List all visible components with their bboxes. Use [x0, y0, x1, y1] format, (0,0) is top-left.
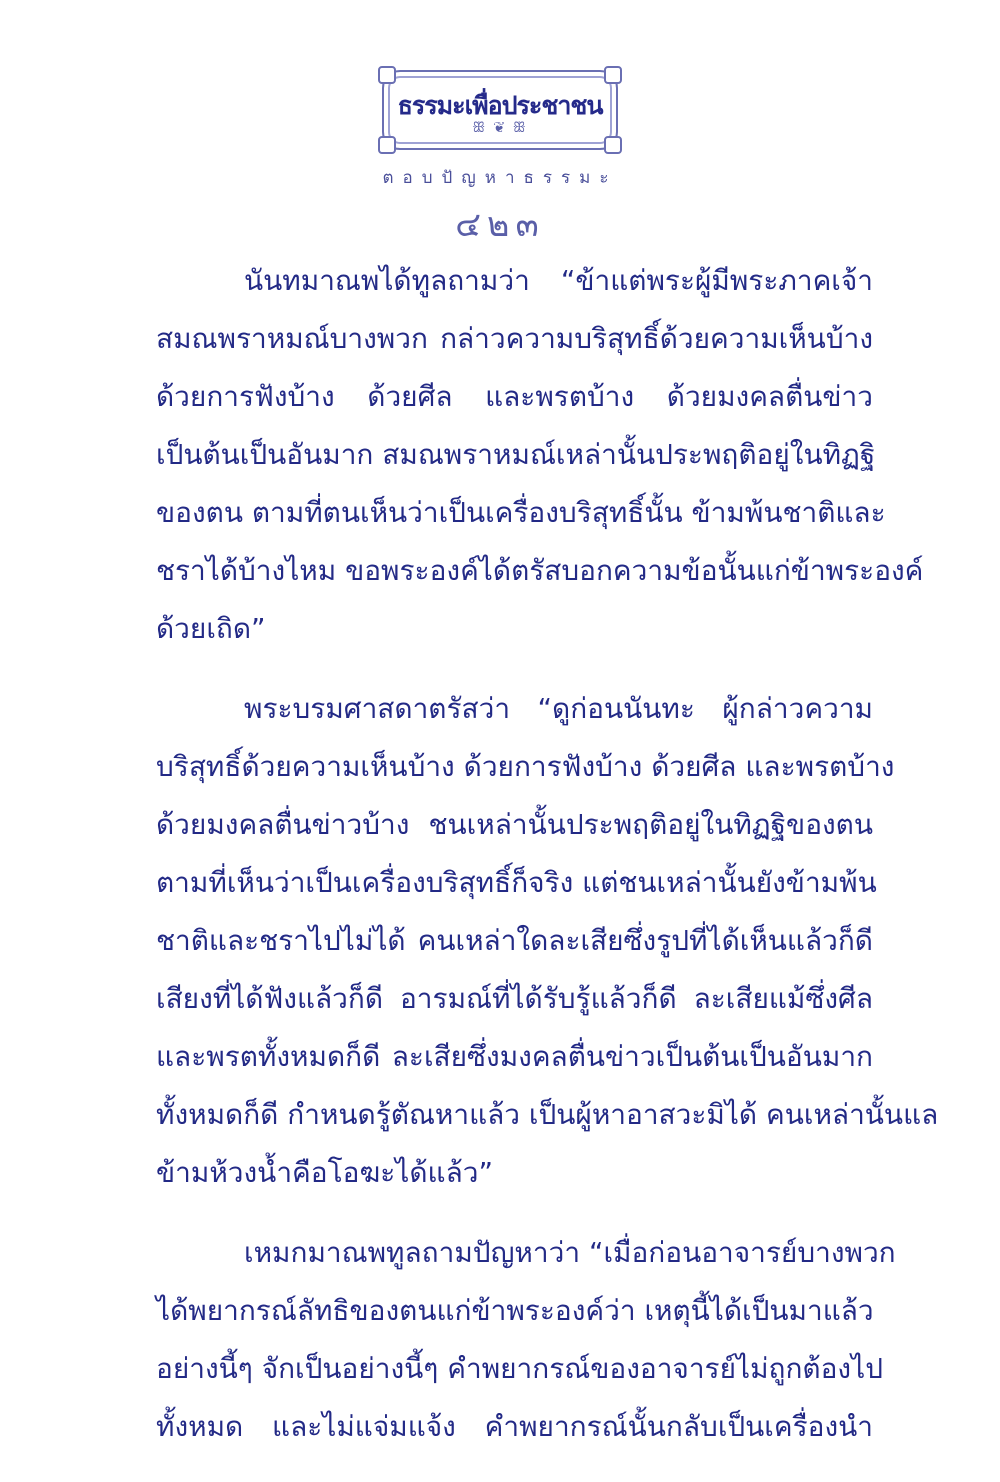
paragraph-hemaka-question — [156, 1228, 896, 1460]
text-line: สมณพราหมณ์บางพวก กล่าวความบริสุทธิ์ด้วยความเห็นบ้าง — [156, 322, 873, 355]
text-line: ด้วยเถิด” — [156, 612, 266, 645]
logo-corner — [378, 136, 396, 154]
text-line: เสียงที่ได้ฟังแล้วก็ดี อารมณ์ที่ได้รับรู้แล้วก็ดี ละเสียแม้ซึ่งศีล — [156, 982, 873, 1015]
text-line: ทั้งหมดก็ดี กำหนดรู้ตัณหาแล้ว เป็นผู้หาอาสวะมิได้ คนเหล่านั้นแล — [156, 1098, 939, 1131]
text-line: อย่างนี้ๆ จักเป็นอย่างนี้ๆ คำพยากรณ์ของอาจารย์ไม่ถูกต้องไป — [156, 1352, 883, 1385]
text-line: ด้วยการฟังบ้าง ด้วยศีล และพรตบ้าง ด้วยมงคลตื่นข่าว — [156, 380, 873, 413]
text-line: ของตน ตามที่ตนเห็นว่าเป็นเครื่องบริสุทธิ์นั้น ข้ามพ้นชาติและ — [156, 496, 886, 529]
paragraph-nanda-question — [156, 256, 924, 662]
text-line: ชาติและชราไปไม่ได้ คนเหล่าใดละเสียซึ่งรูปที่ได้เห็นแล้วก็ดี — [156, 924, 873, 957]
logo-corner — [604, 136, 622, 154]
logo-ornament-icon: ꕥ ❦ ꕥ — [472, 120, 528, 136]
text-line: และพรตทั้งหมดก็ดี ละเสียซึ่งมงคลตื่นข่าวเป็นต้นเป็นอันมาก — [156, 1040, 873, 1073]
page-number: ๔๒๓ — [455, 205, 545, 245]
section-subtitle: ตอบปัญหาธรรมะ — [382, 168, 618, 188]
text-line: ทั้งหมด และไม่แจ่มแจ้ง คำพยากรณ์นั้นกลับเป็นเครื่องนำ — [156, 1410, 873, 1443]
paragraph-buddha-answer — [156, 684, 939, 1206]
text-line: เป็นต้นเป็นอันมาก สมณพราหมณ์เหล่านั้นประพฤติอยู่ในทิฏฐิ — [156, 438, 876, 471]
logo-corner — [378, 66, 396, 84]
text-line: บริสุทธิ์ด้วยความเห็นบ้าง ด้วยการฟังบ้าง ด้วยศีล และพรตบ้าง — [156, 750, 895, 783]
body-text — [156, 256, 939, 1482]
page-header — [0, 70, 1000, 251]
dhamma-logo — [382, 70, 618, 150]
logo-text: ธรรมะเพื่อประชาชน — [397, 91, 603, 120]
text-line: ด้วยมงคลตื่นข่าวบ้าง ชนเหล่านั้นประพฤติอยู่ในทิฏฐิของตน — [156, 808, 873, 841]
text-line: เหมกมาณพทูลถามปัญหาว่า “เมื่อก่อนอาจารย์บางพวก — [244, 1236, 896, 1269]
text-line: พระบรมศาสดาตรัสว่า “ดูก่อนนันทะ ผู้กล่าวความ — [244, 692, 873, 725]
text-line: ได้พยากรณ์ลัทธิของตนแก่ข้าพระองค์ว่า เหตุนี้ได้เป็นมาแล้ว — [156, 1294, 874, 1327]
text-line: ชราได้บ้างไหม ขอพระองค์ได้ตรัสบอกความข้อนั้นแก่ข้าพระองค์ — [156, 554, 924, 587]
text-line: นันทมาณพได้ทูลถามว่า “ข้าแต่พระผู้มีพระภาคเจ้า — [244, 264, 873, 297]
logo-corner — [604, 66, 622, 84]
text-line: ข้ามห้วงน้ำคือโอฆะได้แล้ว” — [156, 1156, 493, 1189]
text-line: ตามที่เห็นว่าเป็นเครื่องบริสุทธิ์ก็จริง แต่ชนเหล่านั้นยังข้ามพ้น — [156, 866, 877, 899]
